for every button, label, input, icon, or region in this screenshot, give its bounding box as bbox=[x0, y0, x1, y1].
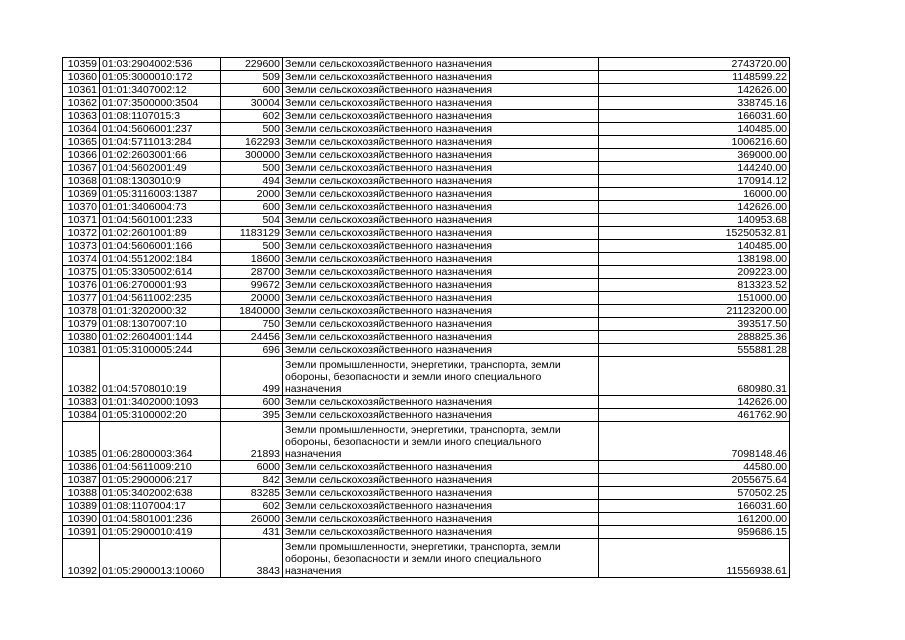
table-row bbox=[63, 318, 790, 331]
cadastral-number-cell: 01:04:5711013:284 bbox=[100, 136, 221, 149]
table-row bbox=[63, 331, 790, 344]
land-category-cell: Земли сельскохозяйственного назначения bbox=[283, 162, 599, 175]
table-row bbox=[63, 188, 790, 201]
cadastral-value-cell: 288825.36 bbox=[599, 331, 790, 344]
land-category-cell: Земли сельскохозяйственного назначения bbox=[283, 58, 599, 71]
area-cell: 162293 bbox=[221, 136, 283, 149]
cadastral-number-cell: 01:01:3406004:73 bbox=[100, 201, 221, 214]
area-cell: 300000 bbox=[221, 149, 283, 162]
table-row bbox=[63, 474, 790, 487]
table-row bbox=[63, 279, 790, 292]
row-id-cell: 10387 bbox=[63, 474, 100, 487]
area-cell: 696 bbox=[221, 344, 283, 357]
cadastral-value-cell: 1148599.22 bbox=[599, 71, 790, 84]
table-row bbox=[63, 214, 790, 227]
table-row bbox=[63, 84, 790, 97]
area-cell: 21893 bbox=[221, 422, 283, 461]
table-row bbox=[63, 292, 790, 305]
cadastral-value-cell: 142626.00 bbox=[599, 84, 790, 97]
table-row bbox=[63, 162, 790, 175]
land-category-cell: Земли сельскохозяйственного назначения bbox=[283, 240, 599, 253]
cadastral-number-cell: 01:05:3100005:244 bbox=[100, 344, 221, 357]
cadastral-number-cell: 01:04:5606001:237 bbox=[100, 123, 221, 136]
cadastral-number-cell: 01:04:5611009:210 bbox=[100, 461, 221, 474]
row-id-cell: 10382 bbox=[63, 357, 100, 396]
land-category-cell: Земли сельскохозяйственного назначения bbox=[283, 266, 599, 279]
row-id-cell: 10378 bbox=[63, 305, 100, 318]
area-cell: 750 bbox=[221, 318, 283, 331]
table-body bbox=[63, 58, 790, 578]
land-category-cell: Земли промышленности, энергетики, транспорта, земли обороны, безопасности и земли иного специального назначения bbox=[283, 539, 599, 578]
cadastral-value-cell: 1006216.60 bbox=[599, 136, 790, 149]
table-row bbox=[63, 58, 790, 71]
row-id-cell: 10372 bbox=[63, 227, 100, 240]
cadastral-value-cell: 144240.00 bbox=[599, 162, 790, 175]
row-id-cell: 10373 bbox=[63, 240, 100, 253]
table-row bbox=[63, 227, 790, 240]
row-id-cell: 10365 bbox=[63, 136, 100, 149]
cadastral-number-cell: 01:04:5708010:19 bbox=[100, 357, 221, 396]
row-id-cell: 10391 bbox=[63, 526, 100, 539]
area-cell: 24456 bbox=[221, 331, 283, 344]
row-id-cell: 10381 bbox=[63, 344, 100, 357]
land-category-cell: Земли сельскохозяйственного назначения bbox=[283, 318, 599, 331]
land-category-cell: Земли сельскохозяйственного назначения bbox=[283, 461, 599, 474]
area-cell: 600 bbox=[221, 201, 283, 214]
row-id-cell: 10377 bbox=[63, 292, 100, 305]
land-category-cell: Земли сельскохозяйственного назначения bbox=[283, 487, 599, 500]
table-row bbox=[63, 344, 790, 357]
area-cell: 18600 bbox=[221, 253, 283, 266]
land-category-cell: Земли сельскохозяйственного назначения bbox=[283, 409, 599, 422]
cadastral-value-cell: 138198.00 bbox=[599, 253, 790, 266]
row-id-cell: 10371 bbox=[63, 214, 100, 227]
land-category-cell: Земли сельскохозяйственного назначения bbox=[283, 344, 599, 357]
cadastral-value-cell: 2743720.00 bbox=[599, 58, 790, 71]
area-cell: 500 bbox=[221, 123, 283, 136]
cadastral-value-cell: 7098148.46 bbox=[599, 422, 790, 461]
table-row bbox=[63, 539, 790, 578]
area-cell: 499 bbox=[221, 357, 283, 396]
table-row bbox=[63, 266, 790, 279]
cadastral-number-cell: 01:02:2603001:66 bbox=[100, 149, 221, 162]
cadastral-number-cell: 01:05:2900006:217 bbox=[100, 474, 221, 487]
table-row bbox=[63, 149, 790, 162]
land-category-cell: Земли сельскохозяйственного назначения bbox=[283, 292, 599, 305]
area-cell: 229600 bbox=[221, 58, 283, 71]
table-row bbox=[63, 396, 790, 409]
row-id-cell: 10383 bbox=[63, 396, 100, 409]
table-row bbox=[63, 201, 790, 214]
row-id-cell: 10379 bbox=[63, 318, 100, 331]
cadastral-number-cell: 01:06:2700001:93 bbox=[100, 279, 221, 292]
table-row bbox=[63, 175, 790, 188]
cadastral-number-cell: 01:04:5801001:236 bbox=[100, 513, 221, 526]
cadastral-number-cell: 01:07:3500000:3504 bbox=[100, 97, 221, 110]
land-registry-table bbox=[62, 57, 790, 578]
row-id-cell: 10384 bbox=[63, 409, 100, 422]
cadastral-value-cell: 338745.16 bbox=[599, 97, 790, 110]
cadastral-number-cell: 01:05:3116003:1387 bbox=[100, 188, 221, 201]
cadastral-value-cell: 393517.50 bbox=[599, 318, 790, 331]
row-id-cell: 10386 bbox=[63, 461, 100, 474]
cadastral-number-cell: 01:05:2900013:10060 bbox=[100, 539, 221, 578]
area-cell: 600 bbox=[221, 84, 283, 97]
area-cell: 602 bbox=[221, 500, 283, 513]
table-row bbox=[63, 110, 790, 123]
land-category-cell: Земли сельскохозяйственного назначения bbox=[283, 110, 599, 123]
land-category-cell: Земли сельскохозяйственного назначения bbox=[283, 500, 599, 513]
row-id-cell: 10385 bbox=[63, 422, 100, 461]
table-row bbox=[63, 97, 790, 110]
cadastral-value-cell: 570502.25 bbox=[599, 487, 790, 500]
cadastral-value-cell: 2055675.64 bbox=[599, 474, 790, 487]
table-row bbox=[63, 461, 790, 474]
land-category-cell: Земли сельскохозяйственного назначения bbox=[283, 526, 599, 539]
area-cell: 6000 bbox=[221, 461, 283, 474]
cadastral-number-cell: 01:01:3402000:1093 bbox=[100, 396, 221, 409]
area-cell: 500 bbox=[221, 240, 283, 253]
row-id-cell: 10392 bbox=[63, 539, 100, 578]
area-cell: 842 bbox=[221, 474, 283, 487]
row-id-cell: 10380 bbox=[63, 331, 100, 344]
row-id-cell: 10388 bbox=[63, 487, 100, 500]
cadastral-value-cell: 166031.60 bbox=[599, 500, 790, 513]
row-id-cell: 10369 bbox=[63, 188, 100, 201]
land-category-cell: Земли сельскохозяйственного назначения bbox=[283, 474, 599, 487]
row-id-cell: 10361 bbox=[63, 84, 100, 97]
area-cell: 99672 bbox=[221, 279, 283, 292]
table-row bbox=[63, 526, 790, 539]
cadastral-number-cell: 01:05:2900010:419 bbox=[100, 526, 221, 539]
cadastral-value-cell: 44580.00 bbox=[599, 461, 790, 474]
table-row bbox=[63, 305, 790, 318]
cadastral-value-cell: 16000.00 bbox=[599, 188, 790, 201]
cadastral-number-cell: 01:04:5611002:235 bbox=[100, 292, 221, 305]
table-row bbox=[63, 357, 790, 396]
row-id-cell: 10370 bbox=[63, 201, 100, 214]
area-cell: 500 bbox=[221, 162, 283, 175]
cadastral-value-cell: 555881.28 bbox=[599, 344, 790, 357]
area-cell: 504 bbox=[221, 214, 283, 227]
cadastral-number-cell: 01:01:3202000:32 bbox=[100, 305, 221, 318]
land-category-cell: Земли сельскохозяйственного назначения bbox=[283, 123, 599, 136]
cadastral-number-cell: 01:08:1107004:17 bbox=[100, 500, 221, 513]
cadastral-value-cell: 161200.00 bbox=[599, 513, 790, 526]
cadastral-value-cell: 15250532.81 bbox=[599, 227, 790, 240]
land-category-cell: Земли сельскохозяйственного назначения bbox=[283, 97, 599, 110]
table-row bbox=[63, 240, 790, 253]
cadastral-value-cell: 680980.31 bbox=[599, 357, 790, 396]
cadastral-value-cell: 142626.00 bbox=[599, 201, 790, 214]
cadastral-value-cell: 959686.15 bbox=[599, 526, 790, 539]
cadastral-value-cell: 142626.00 bbox=[599, 396, 790, 409]
table-row bbox=[63, 409, 790, 422]
area-cell: 26000 bbox=[221, 513, 283, 526]
area-cell: 602 bbox=[221, 110, 283, 123]
table-row bbox=[63, 253, 790, 266]
cadastral-number-cell: 01:02:2601001:89 bbox=[100, 227, 221, 240]
row-id-cell: 10360 bbox=[63, 71, 100, 84]
row-id-cell: 10374 bbox=[63, 253, 100, 266]
land-category-cell: Земли сельскохозяйственного назначения bbox=[283, 188, 599, 201]
cadastral-number-cell: 01:05:3305002:614 bbox=[100, 266, 221, 279]
land-category-cell: Земли промышленности, энергетики, транспорта, земли обороны, безопасности и земли иного специального назначения bbox=[283, 357, 599, 396]
row-id-cell: 10363 bbox=[63, 110, 100, 123]
area-cell: 509 bbox=[221, 71, 283, 84]
area-cell: 30004 bbox=[221, 97, 283, 110]
cadastral-number-cell: 01:03:2904002:536 bbox=[100, 58, 221, 71]
land-category-cell: Земли сельскохозяйственного назначения bbox=[283, 513, 599, 526]
row-id-cell: 10389 bbox=[63, 500, 100, 513]
table-row bbox=[63, 136, 790, 149]
cadastral-number-cell: 01:05:3100002:20 bbox=[100, 409, 221, 422]
land-category-cell: Земли сельскохозяйственного назначения bbox=[283, 396, 599, 409]
area-cell: 28700 bbox=[221, 266, 283, 279]
cadastral-number-cell: 01:04:5512002:184 bbox=[100, 253, 221, 266]
cadastral-value-cell: 151000.00 bbox=[599, 292, 790, 305]
table-row bbox=[63, 513, 790, 526]
table-row bbox=[63, 71, 790, 84]
cadastral-value-cell: 369000.00 bbox=[599, 149, 790, 162]
row-id-cell: 10366 bbox=[63, 149, 100, 162]
area-cell: 431 bbox=[221, 526, 283, 539]
area-cell: 3843 bbox=[221, 539, 283, 578]
land-category-cell: Земли сельскохозяйственного назначения bbox=[283, 84, 599, 97]
area-cell: 494 bbox=[221, 175, 283, 188]
land-category-cell: Земли промышленности, энергетики, транспорта, земли обороны, безопасности и земли иного специального назначения bbox=[283, 422, 599, 461]
table-row bbox=[63, 123, 790, 136]
cadastral-value-cell: 140485.00 bbox=[599, 240, 790, 253]
land-category-cell: Земли сельскохозяйственного назначения bbox=[283, 71, 599, 84]
land-category-cell: Земли сельскохозяйственного назначения bbox=[283, 175, 599, 188]
cadastral-number-cell: 01:01:3407002:12 bbox=[100, 84, 221, 97]
area-cell: 20000 bbox=[221, 292, 283, 305]
cadastral-value-cell: 140485.00 bbox=[599, 123, 790, 136]
cadastral-value-cell: 11556938.61 bbox=[599, 539, 790, 578]
land-category-cell: Земли сельскохозяйственного назначения bbox=[283, 227, 599, 240]
area-cell: 2000 bbox=[221, 188, 283, 201]
cadastral-value-cell: 21123200.00 bbox=[599, 305, 790, 318]
row-id-cell: 10375 bbox=[63, 266, 100, 279]
row-id-cell: 10376 bbox=[63, 279, 100, 292]
cadastral-number-cell: 01:05:3000010:172 bbox=[100, 71, 221, 84]
land-category-cell: Земли сельскохозяйственного назначения bbox=[283, 136, 599, 149]
land-category-cell: Земли сельскохозяйственного назначения bbox=[283, 201, 599, 214]
table-row bbox=[63, 487, 790, 500]
area-cell: 395 bbox=[221, 409, 283, 422]
cadastral-number-cell: 01:02:2604001:144 bbox=[100, 331, 221, 344]
cadastral-value-cell: 209223.00 bbox=[599, 266, 790, 279]
cadastral-value-cell: 813323.52 bbox=[599, 279, 790, 292]
land-category-cell: Земли сельскохозяйственного назначения bbox=[283, 253, 599, 266]
cadastral-value-cell: 140953.68 bbox=[599, 214, 790, 227]
row-id-cell: 10367 bbox=[63, 162, 100, 175]
cadastral-number-cell: 01:08:1303010:9 bbox=[100, 175, 221, 188]
cadastral-value-cell: 170914.12 bbox=[599, 175, 790, 188]
land-category-cell: Земли сельскохозяйственного назначения bbox=[283, 214, 599, 227]
cadastral-number-cell: 01:04:5602001:49 bbox=[100, 162, 221, 175]
area-cell: 1840000 bbox=[221, 305, 283, 318]
row-id-cell: 10390 bbox=[63, 513, 100, 526]
row-id-cell: 10362 bbox=[63, 97, 100, 110]
area-cell: 1183129 bbox=[221, 227, 283, 240]
land-category-cell: Земли сельскохозяйственного назначения bbox=[283, 279, 599, 292]
land-category-cell: Земли сельскохозяйственного назначения bbox=[283, 149, 599, 162]
land-category-cell: Земли сельскохозяйственного назначения bbox=[283, 331, 599, 344]
row-id-cell: 10368 bbox=[63, 175, 100, 188]
cadastral-number-cell: 01:04:5601001:233 bbox=[100, 214, 221, 227]
cadastral-number-cell: 01:05:3402002:638 bbox=[100, 487, 221, 500]
table-row bbox=[63, 422, 790, 461]
area-cell: 600 bbox=[221, 396, 283, 409]
cadastral-value-cell: 166031.60 bbox=[599, 110, 790, 123]
land-category-cell: Земли сельскохозяйственного назначения bbox=[283, 305, 599, 318]
row-id-cell: 10364 bbox=[63, 123, 100, 136]
cadastral-number-cell: 01:08:1307007:10 bbox=[100, 318, 221, 331]
area-cell: 83285 bbox=[221, 487, 283, 500]
cadastral-number-cell: 01:06:2800003:364 bbox=[100, 422, 221, 461]
table-row bbox=[63, 500, 790, 513]
cadastral-number-cell: 01:04:5606001:166 bbox=[100, 240, 221, 253]
cadastral-number-cell: 01:08:1107015:3 bbox=[100, 110, 221, 123]
cadastral-value-cell: 461762.90 bbox=[599, 409, 790, 422]
row-id-cell: 10359 bbox=[63, 58, 100, 71]
